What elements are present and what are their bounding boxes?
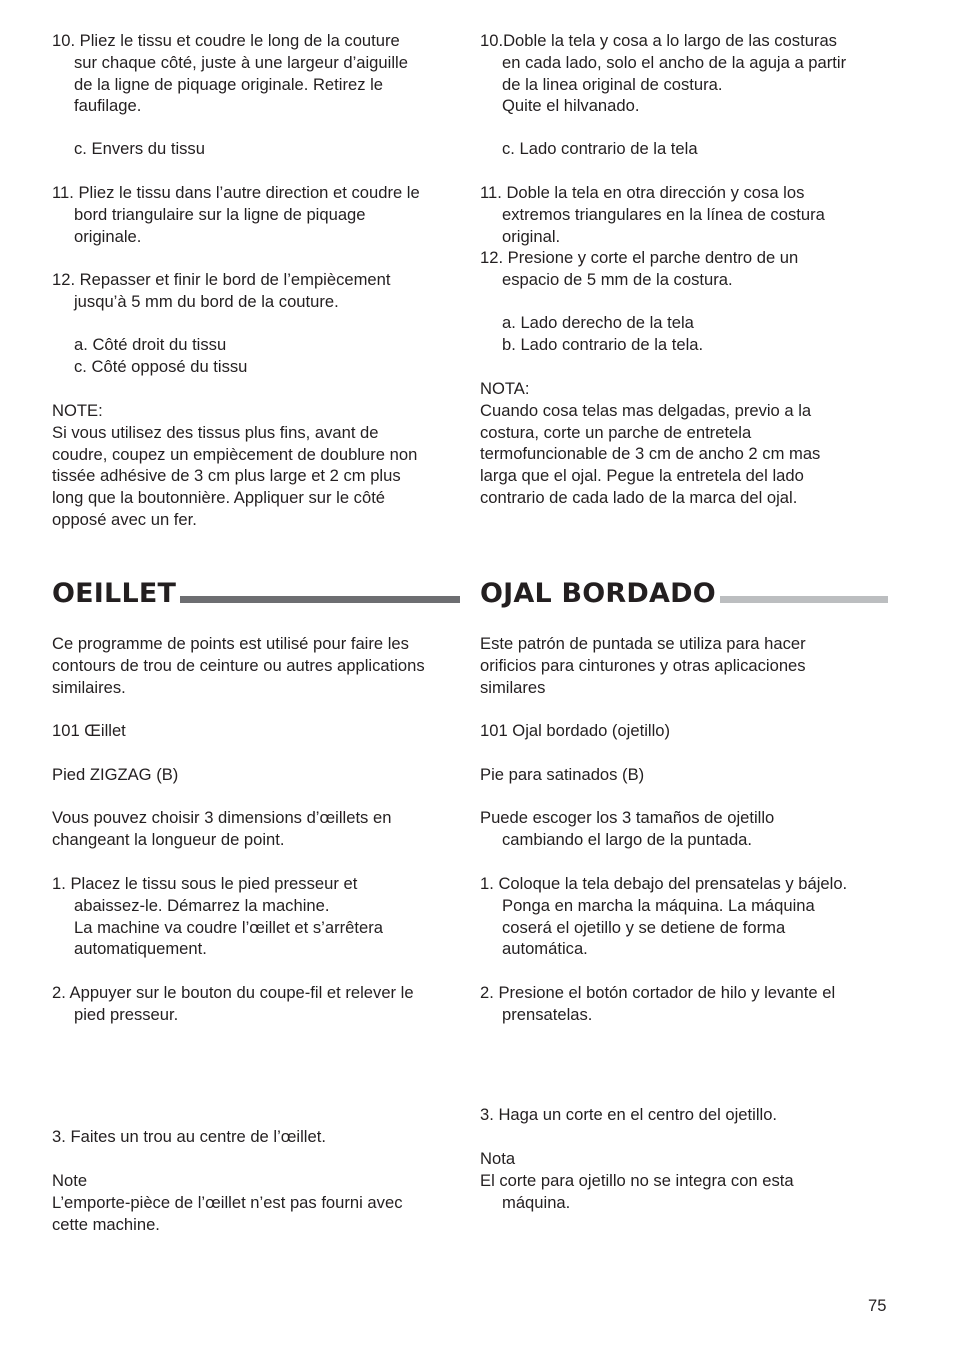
- fr-sizes: [52, 807, 472, 851]
- fr-sizes-line: changeant la longueur de point.: [52, 829, 285, 849]
- fr-step-11-line: 11. Pliez le tissu dans l’autre direction et coudre le: [52, 183, 420, 202]
- es-step-10-line: Quite el hilvanado.: [502, 96, 640, 116]
- es-step-1-line: Ponga en marcha la máquina. La máquina: [502, 895, 815, 915]
- es-step-12: [480, 247, 895, 291]
- es-step-11-line: original.: [502, 226, 561, 246]
- fr-label-a: a. Côté droit du tissu: [74, 335, 227, 354]
- es-step-1: [480, 873, 895, 960]
- es-pattern-number: 101 Ojal bordado (ojetillo): [480, 721, 671, 740]
- fr-heading-rule: [180, 596, 460, 603]
- fr-sizes-line: Vous pouvez choisir 3 dimensions d’œillets en: [52, 808, 392, 827]
- es-step-1-line: coserá el ojetillo y se detiene de forma: [502, 917, 786, 937]
- fr-intro-line: contours de trou de ceinture ou autres applications: [52, 655, 425, 675]
- es-step-10-line: de la linea original de costura.: [502, 74, 723, 94]
- fr-step-12-line: 12. Repasser et finir le bord de l’empiècement: [52, 270, 391, 289]
- es-intro-line: Este patrón de puntada se utiliza para hacer: [480, 634, 806, 653]
- es-note-2-line: El corte para ojetillo no se integra con esta: [480, 1170, 794, 1190]
- es-step-1-line: automática.: [502, 939, 588, 959]
- es-note-line: termofuncionable de 3 cm de ancho 2 cm mas: [480, 444, 821, 464]
- es-sizes-line: cambiando el largo de la puntada.: [502, 829, 753, 849]
- fr-note-title: NOTE:: [52, 401, 103, 420]
- es-note-2-title: Nota: [480, 1149, 516, 1168]
- fr-step-1-line: 1. Placez le tissu sous le pied presseur et: [52, 874, 358, 893]
- fr-step-2: [52, 982, 472, 1026]
- es-step-1-line: 1. Coloque la tela debajo del prensatelas y bájelo.: [480, 874, 848, 893]
- es-step-10-line: en cada lado, solo el ancho de la aguja a partir: [502, 52, 847, 72]
- fr-step-10: [52, 30, 472, 117]
- es-step-12-line: 12. Presione y corte el parche dentro de un: [480, 248, 799, 267]
- es-step-10-line: 10.Doble la tela y cosa a lo largo de las costuras: [480, 31, 837, 50]
- es-step-11-line: 11. Doble la tela en otra dirección y cosa los: [480, 183, 805, 202]
- fr-pattern-number: 101 Œillet: [52, 721, 126, 740]
- fr-step-11: [52, 182, 472, 247]
- fr-step-10-line: faufilage.: [74, 96, 142, 116]
- fr-step-11-line: bord triangulaire sur la ligne de piquage: [74, 204, 366, 224]
- es-note: [480, 378, 895, 509]
- fr-heading-title: OEILLET: [52, 578, 177, 609]
- fr-step-1: [52, 873, 472, 960]
- es-step-10: [480, 30, 895, 117]
- es-note-title: NOTA:: [480, 379, 530, 398]
- es-step-3: 3. Haga un corte en el centro del ojetillo.: [480, 1105, 778, 1124]
- fr-note-2-title: Note: [52, 1171, 88, 1190]
- page-number: 75: [868, 1296, 887, 1315]
- es-intro-line: similares: [480, 677, 546, 697]
- es-step-2-line: 2. Presione el botón cortador de hilo y levante el: [480, 983, 836, 1002]
- es-label-c: c. Lado contrario de la tela: [502, 139, 698, 158]
- fr-note-line: opposé avec un fer.: [52, 509, 197, 529]
- fr-note-2-line: cette machine.: [52, 1214, 160, 1234]
- fr-note-2: [52, 1170, 472, 1235]
- es-section-heading: [480, 576, 888, 610]
- fr-step-1-line: automatiquement.: [74, 939, 207, 959]
- es-intro-line: orificios para cinturones y otras aplicaciones: [480, 655, 806, 675]
- es-step-2-line: prensatelas.: [502, 1004, 593, 1024]
- es-note-2-line: máquina.: [502, 1192, 571, 1212]
- fr-presser-foot: Pied ZIGZAG (B): [52, 765, 179, 784]
- fr-step-1-line: La machine va coudre l’œillet et s’arrêtera: [74, 917, 383, 937]
- fr-note: [52, 400, 472, 531]
- es-note-line: costura, corte un parche de entretela: [480, 422, 752, 442]
- es-step-11-line: extremos triangulares en la línea de costura: [502, 204, 825, 224]
- es-note-2: [480, 1148, 895, 1213]
- fr-step-10-line: de la ligne de piquage originale. Retirez le: [74, 74, 384, 94]
- fr-step-12: [52, 269, 472, 313]
- es-note-line: larga que el ojal. Pegue la entretela del lado: [480, 466, 804, 486]
- fr-step-3: 3. Faites un trou au centre de l’œillet.: [52, 1127, 326, 1146]
- es-step-2: [480, 982, 895, 1026]
- fr-note-2-line: L’emporte-pièce de l’œillet n’est pas fourni avec: [52, 1192, 403, 1212]
- fr-note-line: long que la boutonnière. Appliquer sur le côté: [52, 488, 386, 508]
- fr-step-1-line: abaissez-le. Démarrez la machine.: [74, 895, 330, 915]
- es-sizes-line: Puede escoger los 3 tamaños de ojetillo: [480, 808, 775, 827]
- es-note-line: contrario de cada lado de la marca del ojal.: [480, 487, 798, 507]
- es-label-b: b. Lado contrario de la tela.: [502, 334, 704, 354]
- fr-step-12-line: jusqu’à 5 mm du bord de la couture.: [74, 291, 339, 311]
- fr-note-line: coudre, coupez un empiècement de doublure non: [52, 444, 418, 464]
- fr-label-c: c. Côté opposé du tissu: [74, 356, 248, 376]
- fr-step-2-line: pied presseur.: [74, 1004, 179, 1024]
- fr-label-c: c. Envers du tissu: [74, 139, 205, 158]
- fr-note-line: Si vous utilisez des tissus plus fins, avant de: [52, 422, 379, 442]
- es-heading-title: OJAL BORDADO: [480, 578, 716, 609]
- es-step-12-line: espacio de 5 mm de la costura.: [502, 269, 733, 289]
- es-heading-rule: [720, 596, 888, 603]
- fr-step-10-line: sur chaque côté, juste à une largeur d’aiguille: [74, 52, 408, 72]
- es-sizes: [480, 807, 895, 851]
- es-intro: [480, 633, 895, 698]
- es-fabric-labels: [480, 312, 895, 356]
- fr-step-10-line: 10. Pliez le tissu et coudre le long de la couture: [52, 31, 400, 50]
- fr-intro-line: similaires.: [52, 677, 126, 697]
- fr-note-line: tissée adhésive de 3 cm plus large et 2 cm plus: [52, 466, 401, 486]
- fr-intro-line: Ce programme de points est utilisé pour faire les: [52, 634, 409, 653]
- es-note-line: Cuando cosa telas mas delgadas, previo a la: [480, 400, 812, 420]
- fr-intro: [52, 633, 472, 698]
- fr-step-11-line: originale.: [74, 226, 142, 246]
- fr-step-2-line: 2. Appuyer sur le bouton du coupe-fil et relever le: [52, 983, 414, 1002]
- fr-section-heading: [52, 576, 460, 610]
- es-presser-foot: Pie para satinados (B): [480, 765, 645, 784]
- fr-fabric-labels: [52, 334, 472, 378]
- es-step-11: [480, 182, 895, 247]
- es-label-a: a. Lado derecho de la tela: [502, 313, 694, 332]
